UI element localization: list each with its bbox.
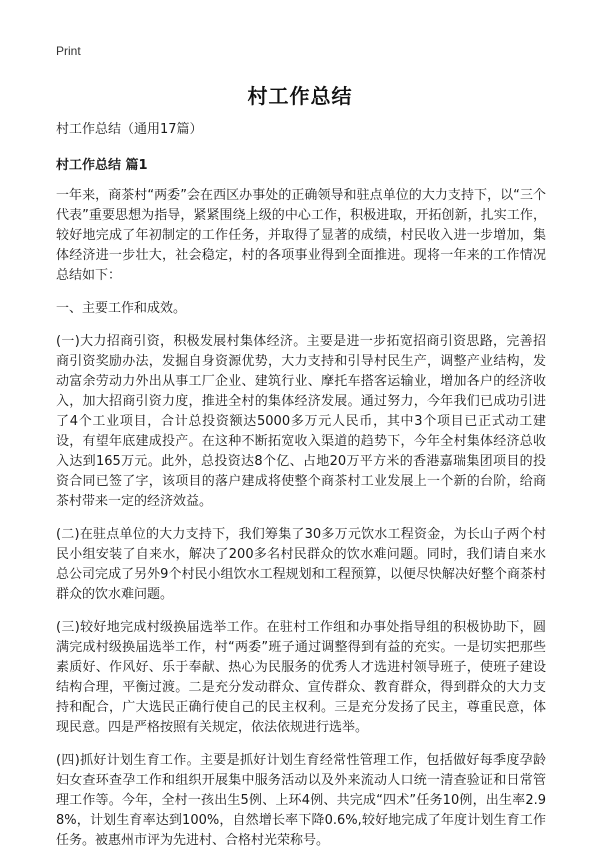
paragraph-water-project: (二)在驻点单位的大力支持下，我们筹集了30多万元饮水工程资金，为长山子两个村民小组安装了自来水，解决了200多名村民群众的饮水难问题。同时，我们请自来水总公司完成了另外9个村民小组饮水工程规划和工程预算，以便尽快解决好整个商茶村群众的饮水难问题。 (56, 527, 546, 602)
section-heading: 村工作总结 篇1 (56, 158, 148, 173)
paragraph-investment: (一)大力招商引资，积极发展村集体经济。主要是进一步拓宽招商引资思路，完善招商引资奖励办法，发掘自身资源优势，大力支持和引导村民生产，调整产业结构，发动富余劳动力外出从事工厂企业、建筑行业、摩托车搭客运输业，增加各户的经济收入，加大招商引资力度，推进全村的集体经济发展。通过努力，今年我们已成功引进了4个工业项目，合计总投资额达5000多万元人民币，其中3个项目已正式动工建设，有望年底建成投产。在这种不断拓宽收入渠道的趋势下，今年全村集体经济总收入达到165万元。此外，总投资达8个亿、占地20万平方米的香港嘉瑞集团项目的投资合同已签了字，该项目的落户建成将使整个商茶村工业发展上一个新的台阶，给商茶村带来一定的经济效益。 (56, 334, 546, 509)
paragraph-family-planning: (四)抓好计划生育工作。主要是抓好计划生育经常性管理工作，包括做好每季度孕龄妇女查环查孕工作和组织开展集中服务活动以及外来流动人口统一清查验证和日常管理工作等。今年，全村一孩出生5例、上环4例、共完成“四术”任务10例，出生率2.98%，计划生育率达到100%，自然增长率下降0.6%,较好地完成了年度计划生育工作任务。被惠州市评为先进村、合格村光荣称号。 (56, 753, 546, 848)
print-label: Print (56, 44, 81, 58)
document-title: 村工作总结 (247, 84, 353, 108)
intro-paragraph: 一年来，商茶村“两委”会在西区办事处的正确领导和驻点单位的大力支持下，以“三个代表”重要思想为指导，紧紧围绕上级的中心工作，积极进取，开拓创新，扎实工作，较好地完成了年初制定的工作任务，并取得了显著的成绩，村民收入进一步增加，集体经济进一步壮大，社会稳定，村的各项事业得到全面推进。现将一年来的工作情况总结如下： (56, 188, 546, 283)
document-body (56, 120, 546, 864)
paragraph-election: (三)较好地完成村级换届选举工作。在驻村工作组和办事处指导组的积极协助下，圆满完成村级换届选举工作，村“两委”班子通过调整得到有益的充实。一是切实把那些素质好、作风好、乐于奉献、热心为民服务的优秀人才选进村领导班子，使班子建设结构合理，平衡过渡。二是充分发动群众、宣传群众、教育群众，得到群众的大力支持和配合，广大选民正确行使自己的民主权利。三是充分发扬了民主，尊重民意，体现民意。四是严格按照有关规定，依法依规进行选举。 (56, 620, 546, 735)
document-subtitle: 村工作总结（通用17篇） (56, 122, 203, 137)
main-work-heading: 一、主要工作和成效。 (56, 301, 187, 316)
